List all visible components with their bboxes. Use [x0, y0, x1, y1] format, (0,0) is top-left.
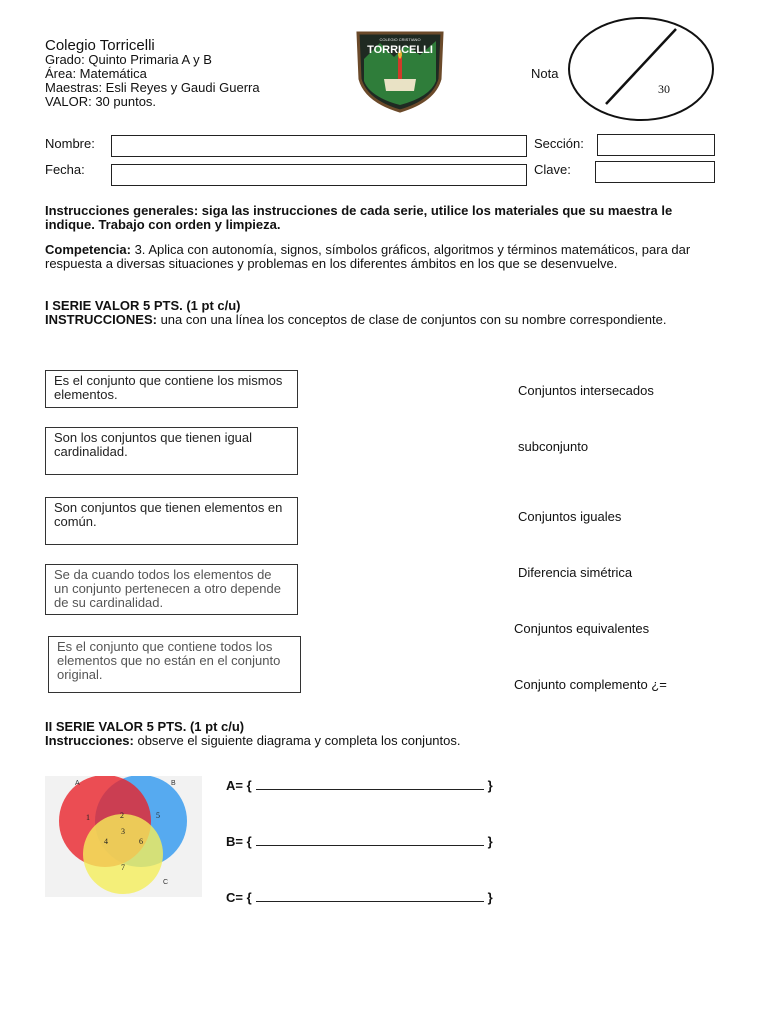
definition-box: Son los conjuntos que tienen igual cardinalidad.	[45, 427, 298, 475]
key-label: Clave:	[534, 162, 571, 177]
set-b-label: B= {	[226, 834, 252, 849]
school-name: Colegio Torricelli	[45, 37, 155, 54]
venn-diagram	[45, 776, 202, 897]
name-field[interactable]	[111, 135, 527, 157]
venn-number-4: 4	[104, 837, 108, 846]
definition-box: Son conjuntos que tienen elementos en común.	[45, 497, 298, 545]
set-b-row	[226, 833, 493, 849]
section-label: Sección:	[534, 136, 584, 151]
serie2-title: II SERIE VALOR 5 PTS. (1 pt c/u)	[45, 719, 245, 734]
serie1-title: I SERIE VALOR 5 PTS. (1 pt c/u)	[45, 298, 241, 313]
venn-number-6: 6	[139, 837, 143, 846]
term-item: Diferencia simétrica	[518, 565, 633, 580]
grade-oval	[566, 14, 716, 124]
definition-box: Es el conjunto que contiene los mismos elementos.	[45, 370, 298, 408]
grade-line: Grado: Quinto Primaria A y B	[45, 52, 212, 67]
date-field[interactable]	[111, 164, 527, 186]
set-c-blank[interactable]	[256, 889, 484, 902]
term-item: Conjuntos iguales	[518, 509, 622, 524]
set-a-row	[226, 777, 493, 793]
serie1-instr-text: una con una línea los conceptos de clase de conjuntos con su nombre correspondiente.	[156, 312, 667, 327]
competency	[45, 243, 725, 271]
school-logo	[354, 29, 446, 113]
name-label: Nombre:	[45, 136, 95, 151]
set-a-blank[interactable]	[256, 777, 484, 790]
section-field[interactable]	[597, 134, 715, 156]
logo-text: TORRICELLI	[367, 44, 433, 56]
venn-label-c: C	[163, 879, 169, 886]
venn-number-7: 7	[121, 863, 125, 872]
venn-label-b: B	[171, 780, 176, 787]
serie1-instructions	[45, 313, 723, 327]
set-c-row	[226, 889, 493, 905]
set-c-label: C= {	[226, 890, 252, 905]
definition-box: Se da cuando todos los elementos de un conjunto pertenecen a otro depende de su cardinalidad.	[45, 564, 298, 615]
set-a-label: A= {	[226, 778, 252, 793]
key-field[interactable]	[595, 161, 715, 183]
set-b-close: }	[487, 834, 493, 849]
grade-total: 30	[658, 82, 670, 96]
venn-number-3: 3	[121, 827, 125, 836]
serie2-instructions	[45, 734, 460, 748]
term-item: Conjuntos intersecados	[518, 383, 654, 398]
serie2-instr-text: observe el siguiente diagrama y completa los conjuntos.	[133, 733, 461, 748]
area-line: Área: Matemática	[45, 66, 147, 81]
competency-label: Competencia:	[45, 242, 131, 257]
definition-box: Es el conjunto que contiene todos los elementos que no están en el conjunto original.	[48, 636, 301, 693]
teachers-line: Maestras: Esli Reyes y Gaudi Guerra	[45, 80, 260, 95]
venn-number-1: 1	[86, 813, 90, 822]
venn-number-5: 5	[156, 811, 160, 820]
venn-number-2: 2	[120, 811, 124, 820]
grade-label: Nota	[531, 66, 559, 81]
serie1-instr-label: INSTRUCCIONES:	[45, 312, 157, 327]
serie2-instr-label: Instrucciones:	[45, 733, 134, 748]
term-item: subconjunto	[518, 439, 589, 454]
general-instructions: Instrucciones generales: siga las instrucciones de cada serie, utilice los materiales que su maestra le indique. Trabajo con orden y limpieza.	[45, 203, 673, 232]
set-a-close: }	[487, 778, 493, 793]
competency-text: 3. Aplica con autonomía, signos, símbolos gráficos, algoritmos y términos matemáticos, para dar respuesta a diversas situaciones y problemas en los diferentes ámbitos en los que se desenvuelve.	[45, 242, 691, 271]
term-item: Conjunto complemento ¿=	[514, 677, 667, 692]
set-b-blank[interactable]	[256, 833, 484, 846]
logo-small-text: COLEGIO CRISTIANO	[379, 37, 421, 42]
date-label: Fecha:	[45, 162, 85, 177]
set-c-close: }	[487, 890, 493, 905]
value-line: VALOR: 30 puntos.	[45, 94, 157, 109]
venn-label-a: A	[75, 780, 80, 787]
term-item: Conjuntos equivalentes	[514, 621, 650, 636]
